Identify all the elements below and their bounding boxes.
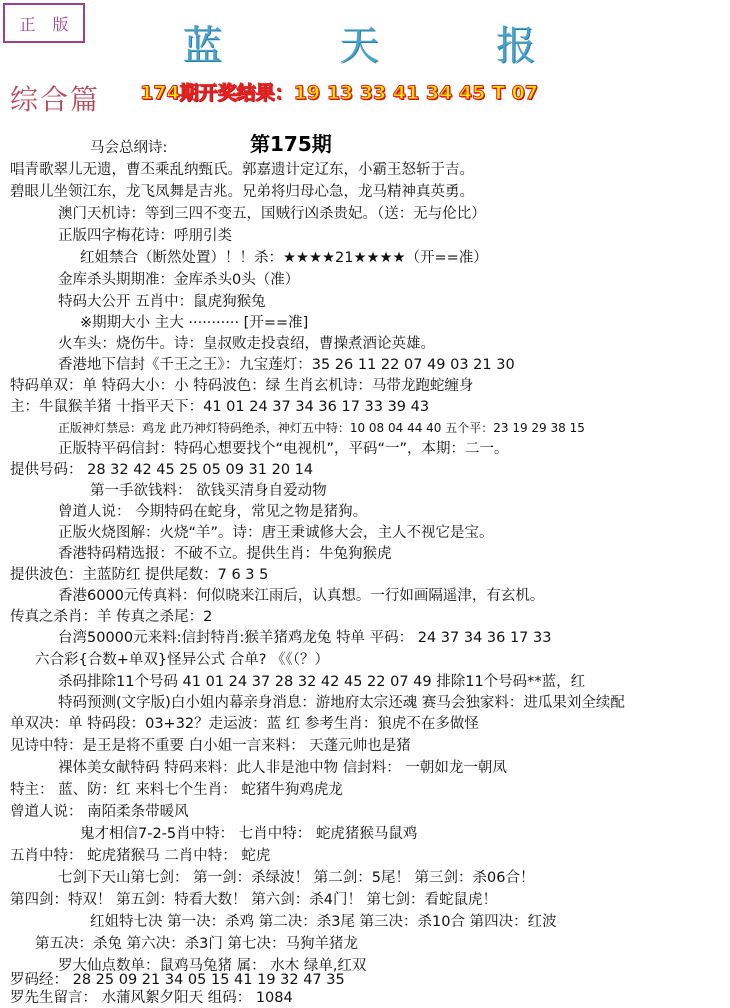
text-line: 火车头：烧伤牛。诗：皇叔败走投袁绍，曹操煮酒论英雄。	[58, 336, 435, 352]
text-line: 鬼才相信7-2-5肖中特： 七肖中特： 蛇虎猪猴马鼠鸡	[80, 826, 418, 842]
text-line: 正版神灯禁忌：鸡龙 此乃神灯特码绝杀，神灯五中特：10 08 04 44 40 五个平：23 19 29 38 15	[58, 421, 585, 435]
text-line: 罗码经： 28 25 09 21 34 05 15 41 19 32 47 35	[10, 972, 345, 988]
text-line: 特码单双：单 特码大小：小 特码波色：绿 生肖玄机诗：马带龙跑蛇缠身	[10, 378, 474, 394]
text-line: 正版四字梅花诗：呼朋引类	[58, 228, 232, 244]
issue-number: 第175期	[250, 132, 332, 156]
text-line: 红姐特七决 第一决：杀鸡 第二决：杀3尾 第三决：杀10合 第四决：红波	[90, 914, 557, 930]
text-line: 香港地下信封《千王之王》：九宝莲灯：35 26 11 22 07 49 03 21 30	[58, 357, 515, 373]
draw-result: 174期开奖结果：19 13 33 41 34 45 T 07	[140, 82, 539, 104]
text-line: 金库杀头期期准：金库杀头0头（准）	[58, 272, 300, 288]
text-line: ※期期大小 主大 ··········· [开==准]	[80, 315, 309, 331]
text-line: 特码预测(文字版)白小姐内幕亲身消息：游地府太宗还魂 赛马会独家料：进瓜果刘全续配	[58, 695, 625, 711]
text-line: 特主： 蓝、防：红 来料七个生肖： 蛇猪牛狗鸡虎龙	[10, 782, 343, 798]
text-line: 五肖中特： 蛇虎猪猴马 二肖中特： 蛇虎	[10, 848, 271, 864]
text-line: 第四剑：特双！ 第五剑：特看大数！ 第六剑：杀4门！ 第七剑：看蛇鼠虎！	[10, 892, 498, 908]
text-line: 第五决：杀兔 第六决：杀3门 第七决：马狗羊猪龙	[35, 936, 358, 952]
text-line: 香港特码精选报：不破不立。提供生肖：牛兔狗猴虎	[58, 546, 392, 562]
stamp-char-left: 正	[19, 14, 36, 34]
text-line: 马会总纲诗:	[90, 140, 168, 156]
text-line: 杀码排除11个号码 41 01 24 37 28 32 42 45 22 07 49 排除11个号码**蓝，红	[58, 674, 586, 690]
text-line: 香港6000元传真料：何似晓来江雨后，认真想。一行如画隔遥津，有玄机。	[58, 588, 545, 604]
masthead-title: 蓝 天 报	[182, 23, 588, 69]
text-line: 罗先生留言： 水蒲风絮夕阳天 组码： 1084	[10, 990, 293, 1006]
text-line: 正版特平码信封：特码心想要找个“电视机”，平码“一”，本期：二一。	[58, 441, 509, 457]
text-line: 碧眼儿坐领江东，龙飞凤舞是吉兆。兄弟将归母心急，龙马精神真英勇。	[10, 184, 474, 200]
stamp-char-right: 版	[52, 14, 69, 34]
text-line: 澳门天机诗：等到三四不变五，国贼行凶杀贵妃。（送：无与伦比）	[58, 206, 486, 222]
text-line: 单双决：单 特码段：03+32？走运波：蓝 红 参考生肖：狼虎不在多做怪	[10, 716, 479, 732]
text-line: 第一手欲钱料： 欲钱买清身自爱动物	[90, 483, 327, 499]
text-line: 红姐禁合（断然处置）！！杀：★★★★21★★★★（开==准）	[80, 250, 488, 266]
text-line: 裸体美女献特码 特码来料：此人非是池中物 信封料： 一朝如龙一朝凤	[58, 760, 507, 776]
text-line: 台湾50000元来料:信封特肖:猴羊猪鸡龙兔 特单 平码： 24 37 34 36 17 33	[58, 630, 552, 646]
text-line: 七剑下天山第七剑： 第一剑：杀绿波！ 第二剑：5尾！ 第三剑：杀06合！	[58, 870, 535, 886]
text-line: 提供号码： 28 32 42 45 25 05 09 31 20 14	[10, 462, 314, 478]
text-line: 提供波色：主蓝防红 提供尾数：7 6 3 5	[10, 567, 269, 583]
text-line: 正版火烧图解：火烧“羊”。诗：唐王秉诚修大会，主人不视它是宝。	[58, 525, 494, 541]
text-line: 唱青歌翠儿无遗，曹丕乘乱纳甄氏。郭嘉遗计定辽东，小霸王怒斩于吉。	[10, 162, 474, 178]
text-line: 传真之杀肖：羊 传真之杀尾：2	[10, 609, 213, 625]
text-line: 曾道人说： 南陌柔条带暖风	[10, 804, 189, 820]
text-line: 曾道人说： 今期特码在蛇身，常见之物是猪狗。	[58, 504, 368, 520]
text-line: 罗大仙点数单：鼠鸡马兔猪 属： 水木 绿单,红双	[58, 958, 367, 974]
text-line: 主：牛鼠猴羊猪 十指平天下：41 01 24 37 34 36 17 33 39 43	[10, 399, 430, 415]
text-line: 六合彩{合数+单双}怪异公式 合单? 《《（？）	[35, 652, 330, 668]
section-label: 综合篇	[10, 83, 101, 116]
text-line: 特码大公开 五肖中：鼠虎狗猴兔	[58, 294, 266, 310]
text-line: 见诗中特：是王是将不重要 白小姐一言来料： 天蓬元帅也是猪	[10, 738, 411, 754]
